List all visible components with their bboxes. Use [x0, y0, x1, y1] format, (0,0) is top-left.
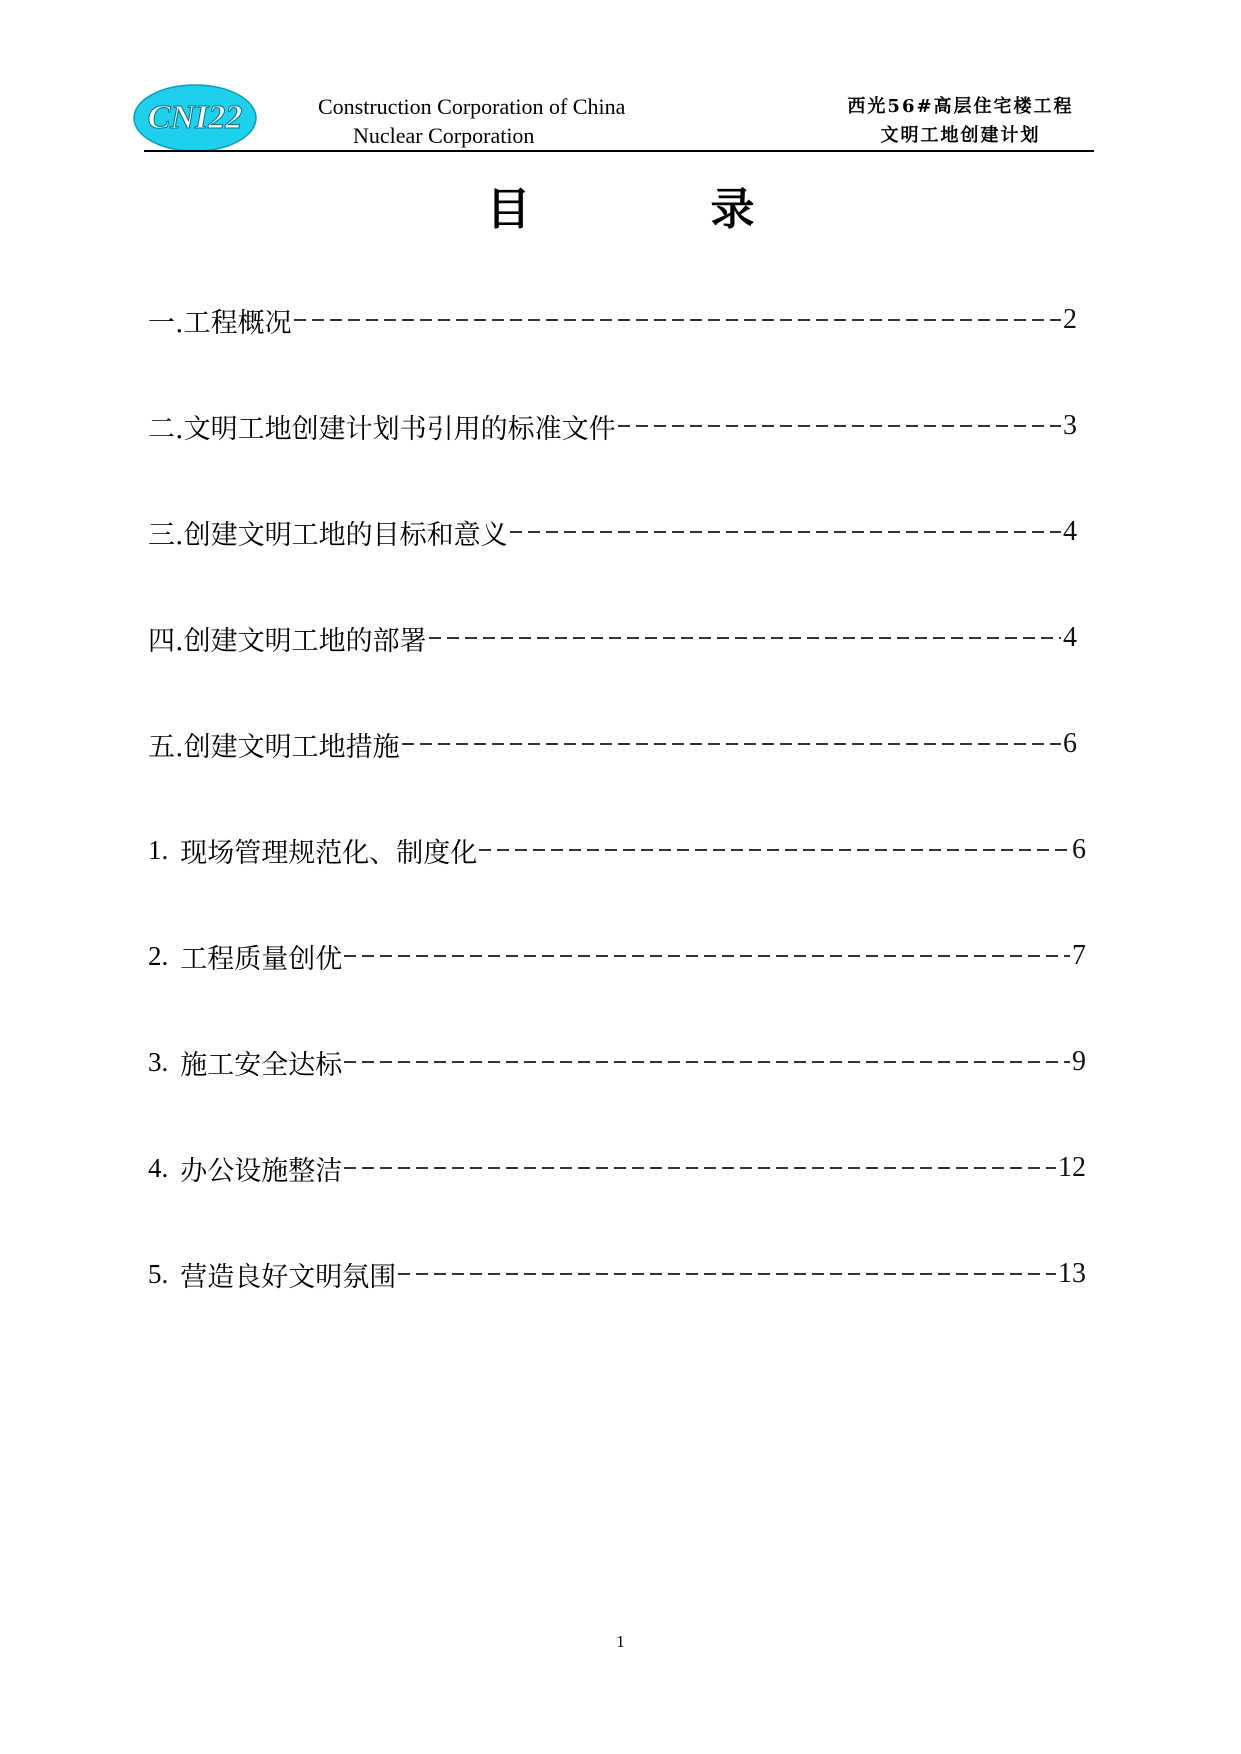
toc-entry-label: 办公设施整洁: [180, 1155, 343, 1187]
toc-leader-dashes: [618, 425, 1061, 427]
toc-entry-number: 1.: [148, 834, 169, 865]
toc-entry-label: 创建文明工地措施: [183, 731, 400, 763]
page-header: [0, 0, 1241, 160]
project-info: [838, 92, 1083, 150]
toc-entry-page: 12: [1058, 1152, 1086, 1183]
toc-entry-page: 4: [1063, 516, 1077, 547]
toc-entry-label: 创建文明工地的部署: [183, 625, 427, 657]
toc-entry-page: 13: [1058, 1258, 1086, 1289]
toc-entry-label: 营造良好文明氛围: [180, 1261, 397, 1293]
toc-entry[interactable]: [148, 830, 1086, 870]
toc-entry-number: 4.: [148, 1152, 169, 1183]
toc-entry-number: 三.: [148, 519, 184, 551]
title-char-1: 目: [486, 184, 531, 235]
toc-entry[interactable]: [148, 936, 1086, 976]
toc-leader-dashes: [344, 1061, 1070, 1063]
toc-leader-dashes: [294, 319, 1061, 321]
toc-entry[interactable]: [148, 1042, 1086, 1082]
toc-leader-dashes: [429, 637, 1061, 639]
toc-entry-number: 2.: [148, 940, 169, 971]
toc-entry[interactable]: [148, 406, 1077, 446]
toc-entry-page: 6: [1072, 834, 1086, 865]
org-name-line1: Construction Corporation of China: [318, 94, 626, 119]
org-name-line2: Nuclear Corporation: [353, 123, 535, 148]
toc-entry-label: 工程概况: [183, 307, 292, 339]
toc-entry-page: 4: [1063, 622, 1077, 653]
toc-entry[interactable]: [148, 300, 1077, 340]
toc-entry-page: 7: [1072, 940, 1086, 971]
toc-entry-number: 四.: [148, 625, 184, 657]
toc-entry-label: 现场管理规范化、制度化: [180, 837, 478, 869]
toc-entry[interactable]: [148, 1148, 1086, 1188]
toc-entry-label: 文明工地创建计划书引用的标准文件: [183, 413, 616, 445]
toc-leader-dashes: [402, 743, 1061, 745]
toc-entry-number: 3.: [148, 1046, 169, 1077]
organization-name: [318, 92, 625, 150]
toc-leader-dashes: [510, 531, 1061, 533]
page-title: [0, 180, 1241, 240]
project-name: 西光56#高层住宅楼工程: [847, 96, 1074, 117]
toc-leader-dashes: [479, 849, 1070, 851]
toc-leader-dashes: [398, 1273, 1056, 1275]
toc-entry-page: 2: [1063, 304, 1077, 335]
toc-entry-number: 二.: [148, 413, 184, 445]
toc-entry[interactable]: [148, 1254, 1086, 1294]
toc-entry-number: 5.: [148, 1258, 169, 1289]
toc-entry[interactable]: [148, 512, 1077, 552]
document-name: 文明工地创建计划: [880, 125, 1041, 146]
toc-leader-dashes: [344, 955, 1070, 957]
toc-entry-label: 施工安全达标: [180, 1049, 343, 1081]
toc-entry-number: 一.: [148, 307, 184, 339]
toc-entry-page: 3: [1063, 410, 1077, 441]
toc-entry-page: 9: [1072, 1046, 1086, 1077]
company-logo: [133, 82, 260, 154]
logo-text: CNI22: [147, 99, 243, 136]
toc-entry-page: 6: [1063, 728, 1077, 759]
page-number: 1: [616, 1632, 625, 1651]
toc-leader-dashes: [344, 1167, 1056, 1169]
toc-entry-label: 工程质量创优: [180, 943, 343, 975]
title-char-2: 录: [710, 184, 755, 235]
header-divider: [144, 150, 1094, 152]
toc-entry[interactable]: [148, 724, 1077, 764]
toc-entry-label: 创建文明工地的目标和意义: [183, 519, 508, 551]
toc-entry-number: 五.: [148, 731, 184, 763]
toc-entry[interactable]: [148, 618, 1077, 658]
